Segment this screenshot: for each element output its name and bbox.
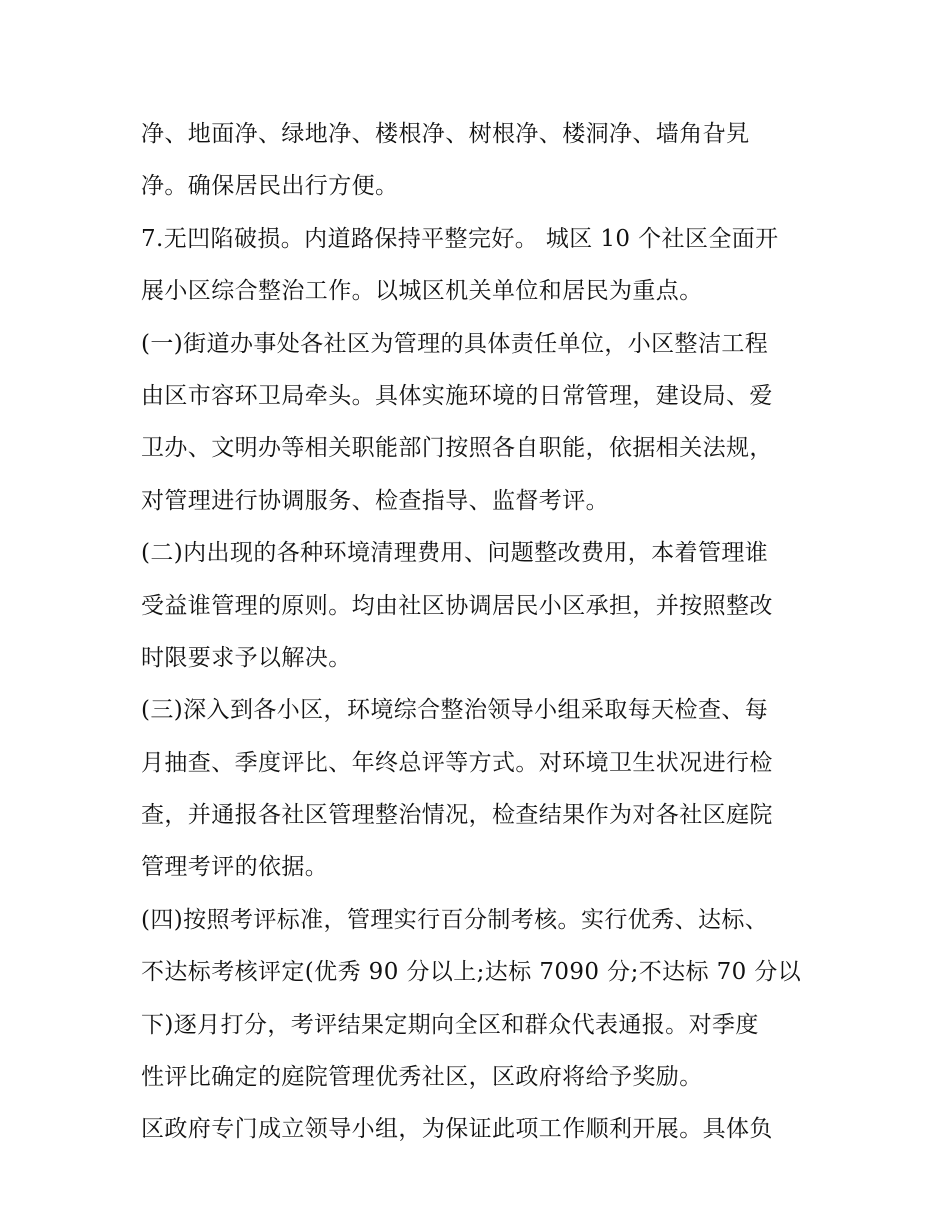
text-line: 月抽查、季度评比、年终总评等方式。对环境卫生状况进行检: [141, 749, 773, 776]
text-line: 对管理进行协调服务、检查指导、监督考评。: [141, 487, 609, 514]
text-line: (四)按照考评标准，管理实行百分制考核。实行优秀、达标、: [141, 906, 769, 933]
text-line: 时限要求予以解决。: [141, 644, 352, 671]
text-line: 净、地面净、绿地净、楼根净、树根净、楼洞净、墙角旮旯: [141, 121, 750, 147]
text-line: 区政府专门成立领导小组，为保证此项工作顺利开展。具体负: [141, 1116, 773, 1143]
text-line: 不达标考核评定(优秀 90 分以上;达标 7090 分;不达标 70 分以: [141, 959, 802, 986]
text-line: (二)内出现的各种环境清理费用、问题整改费用，本着管理谁: [141, 540, 769, 567]
text-line: 下)逐月打分，考评结果定期向全区和群众代表通报。对季度: [141, 1011, 759, 1038]
text-line: (三)深入到各小区，环境综合整治领导小组采取每天检查、每: [141, 697, 769, 724]
text-line: 展小区综合整治工作。以城区机关单位和居民为重点。: [141, 278, 703, 305]
text-line: 性评比确定的庭院管理优秀社区，区政府将给予奖励。: [141, 1064, 703, 1091]
text-line: 受益谁管理的原则。均由社区协调居民小区承担，并按照整改: [141, 592, 773, 619]
text-line: 卫办、文明办等相关职能部门按照各自职能，依据相关法规，: [141, 435, 773, 462]
text-line: (一)街道办事处各社区为管理的具体责任单位，小区整洁工程: [141, 330, 769, 357]
text-line: 7.无凹陷破损。内道路保持平整完好。 城区 10 个社区全面开: [141, 225, 779, 252]
text-line: 查，并通报各社区管理整治情况，检查结果作为对各社区庭院: [141, 802, 773, 829]
text-line: 管理考评的依据。: [141, 854, 329, 881]
document-body: [141, 108, 821, 1156]
text-line: 净。确保居民出行方便。: [141, 173, 399, 200]
text-line: 由区市容环卫局牵头。具体实施环境的日常管理，建设局、爱: [141, 382, 773, 409]
